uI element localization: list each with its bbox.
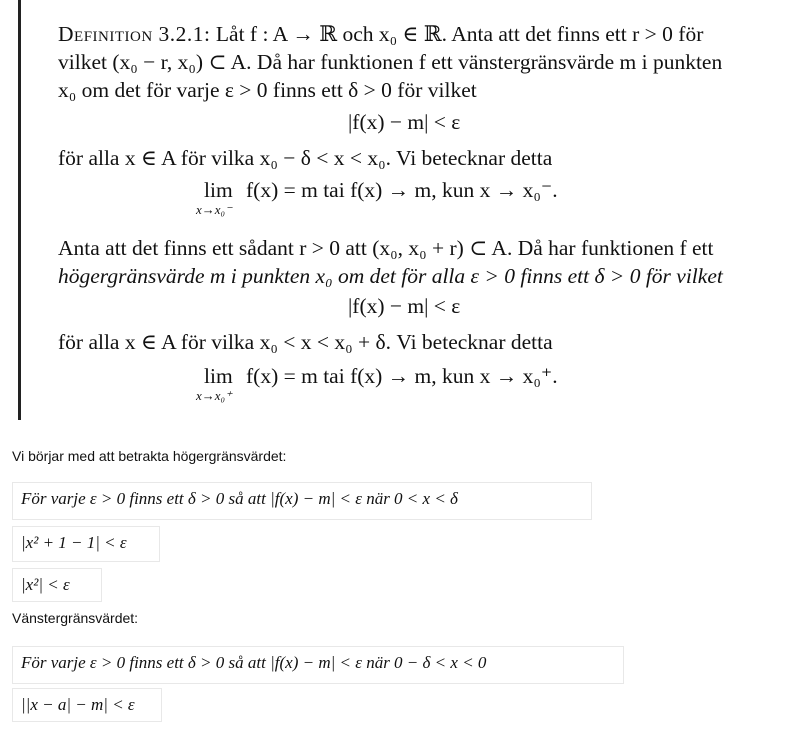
right-limit-intro: Vi börjar med att betrakta högergränsvärdet: — [12, 448, 287, 464]
definition-line-1-text: Låt f : A → ℝ och x₀ ∈ ℝ. Anta att det finns ett r > 0 för — [215, 22, 704, 46]
right-limit-math-1: För varje ε > 0 finns ett δ > 0 så att |f(x) − m| < ε när 0 < x < δ — [12, 482, 592, 520]
lim-expression-1: f(x) = m tai f(x) → m, kun x → x₀⁻. — [246, 178, 558, 202]
definition-line-4: för alla x ∈ A för vilka x₀ − δ < x < x₀. Vi betecknar detta — [58, 146, 553, 170]
right-limit-notation — [196, 364, 796, 410]
definition-line-6: högergränsvärde m i punkten x₀ om det för alla ε > 0 finns ett δ > 0 för vilket — [58, 264, 723, 288]
definition-line-5: Anta att det finns ett sådant r > 0 att (x₀, x₀ + r) ⊂ A. Då har funktionen f ett — [58, 236, 714, 260]
definition-heading: Definition 3.2.1: — [58, 22, 211, 46]
inequality-right: |f(x) − m| < ε — [348, 294, 461, 318]
right-limit-math-2: |x² + 1 − 1| < ε — [12, 526, 160, 562]
lim-word-2: lim — [204, 364, 233, 388]
definition-line-3: x₀ om det för varje ε > 0 finns ett δ > 0 för vilket — [58, 78, 477, 102]
left-limit-math-1: För varje ε > 0 finns ett δ > 0 så att |f(x) − m| < ε när 0 − δ < x < 0 — [12, 646, 624, 684]
left-limit-math-2: ||x − a| − m| < ε — [12, 688, 162, 722]
definition-line-2: vilket (x₀ − r, x₀) ⊂ A. Då har funktionen f ett vänstergränsvärde m i punkten — [58, 50, 723, 74]
inequality-left: |f(x) − m| < ε — [348, 110, 461, 134]
definition-line-7: för alla x ∈ A för vilka x₀ < x < x₀ + δ. Vi betecknar detta — [58, 330, 553, 354]
lim-word-1: lim — [204, 178, 233, 202]
left-limit-notation — [196, 178, 796, 224]
lim-subscript-2: x→x₀⁺ — [196, 388, 232, 403]
right-limit-math-3: |x²| < ε — [12, 568, 102, 602]
definition-line-1 — [58, 22, 703, 47]
left-limit-intro: Vänstergränsvärdet: — [12, 610, 139, 626]
definition-block — [18, 0, 798, 420]
lim-expression-2: f(x) = m tai f(x) → m, kun x → x₀⁺. — [246, 364, 558, 388]
lim-subscript-1: x→x₀⁻ — [196, 202, 232, 217]
